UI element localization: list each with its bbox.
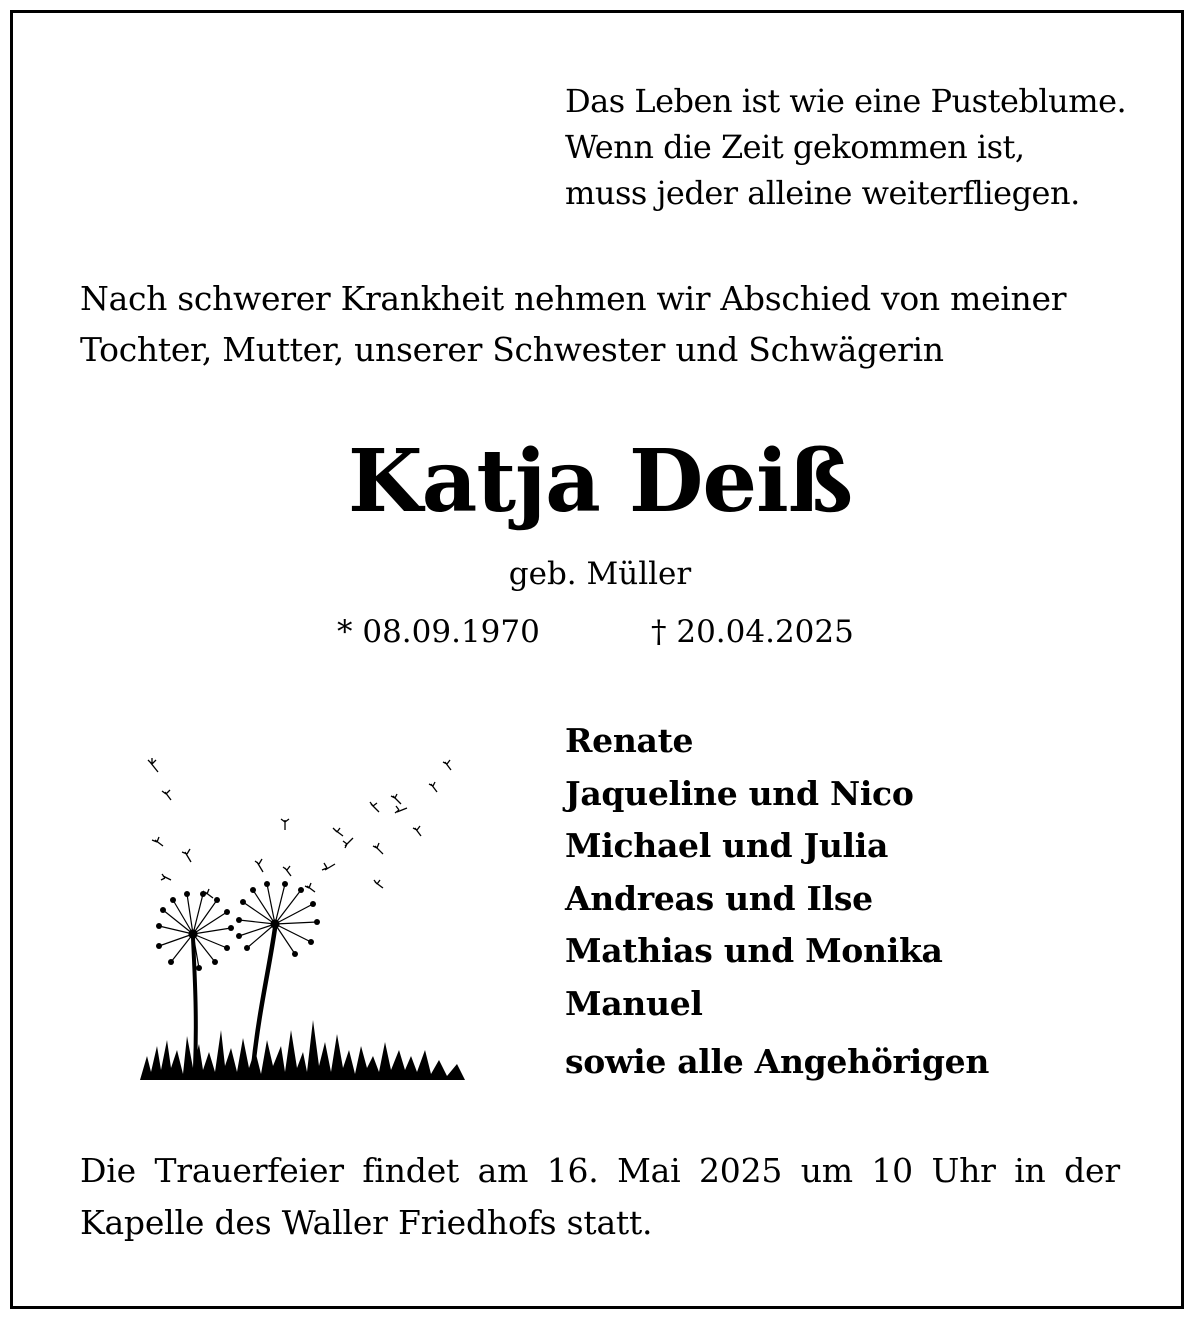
poem-line: Das Leben ist wie eine Pusteblume. (565, 82, 1127, 120)
service-word: der (1064, 1151, 1120, 1190)
service-line-1 (80, 1145, 1120, 1197)
mourner-name: Mathias und Monika (565, 931, 943, 970)
maiden-name: geb. Müller (508, 556, 692, 592)
service-word: 2025 (699, 1151, 783, 1190)
service-word: Die (80, 1151, 136, 1190)
dandelion-icon (135, 750, 470, 1085)
mourner-name: Manuel (565, 983, 703, 1023)
mourners-list (565, 715, 943, 1030)
poem (565, 78, 1126, 216)
relatives-line: sowie alle Angehörigen (565, 1042, 990, 1081)
funeral-service-text (80, 1145, 1120, 1249)
deceased-name: Katja Deiß (347, 431, 853, 532)
death-date: † 20.04.2025 (651, 614, 854, 650)
service-word: am (477, 1151, 529, 1190)
service-line-2: Kapelle des Waller Friedhofs statt. (80, 1203, 653, 1242)
service-word: 10 (871, 1151, 913, 1190)
mourner-name: Jaqueline und Nico (565, 773, 914, 813)
mourner-name: Michael und Julia (565, 826, 889, 865)
service-word: findet (362, 1151, 460, 1190)
intro-line: Tochter, Mutter, unserer Schwester und Schwägerin (80, 330, 944, 369)
intro-text (80, 273, 1120, 375)
mourner-name: Renate (565, 721, 694, 760)
mourner-name: Andreas und Ilse (565, 878, 873, 918)
service-word: um (800, 1151, 853, 1190)
service-word: Trauerfeier (154, 1151, 344, 1190)
service-word: in (1014, 1151, 1046, 1190)
intro-line: Nach schwerer Krankheit nehmen wir Abschied von meiner (80, 279, 1067, 318)
service-word: Uhr (931, 1151, 996, 1190)
poem-line: Wenn die Zeit gekommen ist, (565, 128, 1025, 166)
service-word: 16. (546, 1151, 599, 1190)
poem-line: muss jeder alleine weiterfliegen. (565, 174, 1080, 212)
birth-date: * 08.09.1970 (337, 614, 540, 650)
service-word: Mai (617, 1151, 681, 1190)
